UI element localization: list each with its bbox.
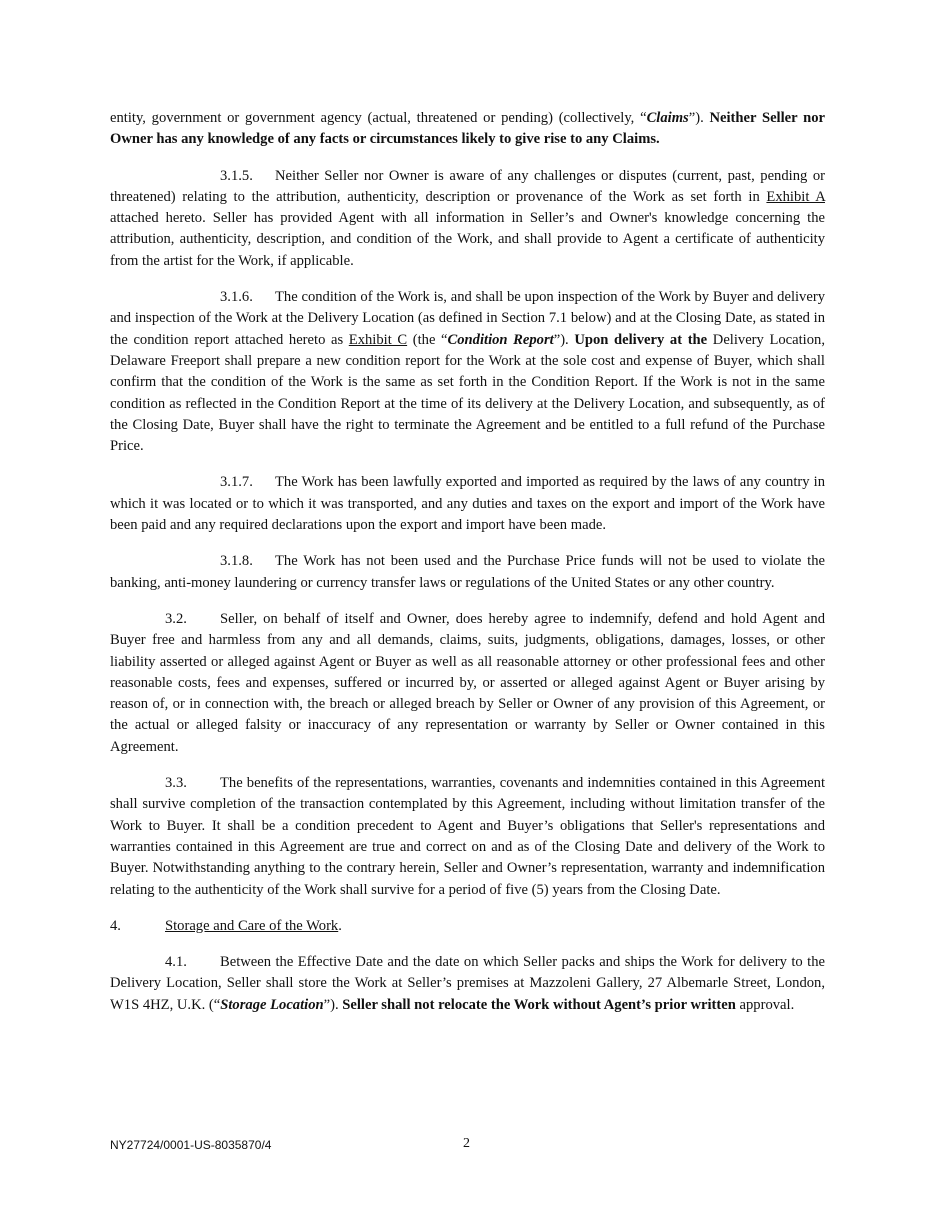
text-run: The condition of the Work is, and shall be upon inspection of the Work by Buyer and delivery and inspection of the Work at the Delivery Location (as defined in Section 7.1 below) and at the Closing Date, as stated in the condition report attached hereto as bbox=[110, 289, 825, 348]
footer-document-id: NY27724/0001-US-8035870/4 bbox=[110, 1138, 272, 1152]
text-run: (the “ bbox=[407, 331, 448, 348]
document-body bbox=[110, 108, 825, 1031]
section-3-2 bbox=[110, 609, 825, 758]
bold-text-run: Seller shall not relocate the Work without Agent’s prior written bbox=[342, 996, 736, 1013]
text-run: approval. bbox=[735, 996, 795, 1013]
defined-term-storage-location: Storage Location bbox=[220, 996, 324, 1013]
defined-term-claims: Claims bbox=[646, 110, 689, 126]
text-run: Between the Effective Date and the date on which Seller packs and ships the Work for delivery to the Delivery Location, Seller shall store the Work at Seller’s premises at Mazzoleni Gallery, 27 Albemarle Street, London, W1S 4HZ, U.K. (“ bbox=[110, 954, 825, 1013]
section-title: Storage and Care of the Work bbox=[165, 917, 339, 934]
section-number: 3.1.5. bbox=[220, 167, 253, 184]
section-number: 3.1.6. bbox=[220, 289, 253, 306]
section-number: 4. bbox=[110, 917, 121, 934]
section-3-1-8 bbox=[110, 551, 825, 594]
exhibit-c-reference: Exhibit C bbox=[348, 331, 408, 348]
section-number: 3.1.8. bbox=[220, 553, 253, 570]
text-run: entity, government or government agency (actual, threatened or pending) (collectively, “ bbox=[110, 110, 647, 126]
text-run: Seller, on behalf of itself and Owner, does hereby agree to indemnify, defend and hold Agent and Buyer free and harmless from any and all demands, claims, suits, judgments, obligations, damages, losses, or other liability asserted or alleged against Agent or Buyer as well as all reasonable attorney or other professional fees and other reasonable costs, fees and expenses, suffered or incurred by, or asserted or alleged against Agent or Buyer arising by reason of, or in connection with, the breach or alleged breach by Seller or Owner of any provision of this Agreement, or the actual or alleged falsity or inaccuracy of any representation or warranty by Seller or Owner contained in this Agreement. bbox=[110, 610, 825, 755]
defined-term-condition-report: Condition Report bbox=[447, 331, 554, 348]
text-run: ”). bbox=[323, 996, 343, 1013]
section-4-heading bbox=[110, 916, 825, 937]
section-3-1-6 bbox=[110, 287, 825, 457]
section-number: 4.1. bbox=[165, 954, 187, 971]
text-run: Neither Seller nor Owner is aware of any challenges or disputes (current, past, pending or threatened) relating to the attribution, authenticity, description or provenance of the Work as set forth in bbox=[110, 167, 825, 205]
section-number: 3.2. bbox=[165, 610, 187, 627]
section-3-1-7 bbox=[110, 472, 825, 536]
text-run: Delivery Location, Delaware Freeport shall prepare a new condition report for the Work at the sole cost and expense of Buyer, which shall confirm that the condition of the Work is the same as set forth in the Condition Report. If the Work is not in the same condition as reflected in the Condition Report at the time of its delivery at the Delivery Location, and subsequently, as of the Closing Date, Buyer shall have the right to terminate the Agreement and be entitled to a full refund of the Purchase Price. bbox=[110, 331, 825, 455]
text-run: ”). bbox=[688, 110, 710, 126]
text-run: The Work has been lawfully exported and imported as required by the laws of any country in which it was located or to which it was transported, and any duties and taxes on the export and import of the Work have been paid and any required declarations upon the export and import have been made. bbox=[110, 474, 825, 534]
bold-text-run: Neither Seller nor Owner has any knowledge of any facts or circumstances likely to give rise to any Claims. bbox=[110, 110, 825, 148]
paragraph-claims-continuation bbox=[110, 108, 825, 151]
exhibit-a-reference: Exhibit A bbox=[766, 188, 825, 205]
text-run: The Work has not been used and the Purchase Price funds will not be used to violate the banking, anti-money laundering or currency transfer laws or regulations of the United States or any other country. bbox=[110, 553, 825, 591]
section-number: 3.1.7. bbox=[220, 474, 253, 491]
section-number: 3.3. bbox=[165, 775, 187, 792]
section-4-1 bbox=[110, 952, 825, 1016]
footer-page-number: 2 bbox=[463, 1136, 470, 1151]
bold-text-run: Upon delivery at the bbox=[574, 331, 708, 348]
text-run: . bbox=[338, 917, 342, 934]
section-3-1-5 bbox=[110, 166, 825, 272]
text-run: ”). bbox=[553, 331, 575, 348]
text-run: attached hereto. Seller has provided Agent with all information in Seller’s and Owner's knowledge concerning the attribution, authenticity, description, and condition of the Work, and shall provide to Agent a certificate of authenticity from the artist for the Work, if applicable. bbox=[110, 210, 825, 269]
text-run: The benefits of the representations, warranties, covenants and indemnities contained in this Agreement shall survive completion of the transaction contemplated by this Agreement, including without limitation transfer of the Work to Buyer. It shall be a condition precedent to Agent and Buyer’s obligations that Seller's representations and warranties contained in this Agreement are true and correct on and as of the Closing Date and delivery of the Work to Buyer. Notwithstanding anything to the contrary herein, Seller and Owner’s representation, warranty and indemnification relating to the authenticity of the Work shall survive for a period of five (5) years from the Closing Date. bbox=[110, 775, 825, 898]
section-3-3 bbox=[110, 773, 825, 901]
